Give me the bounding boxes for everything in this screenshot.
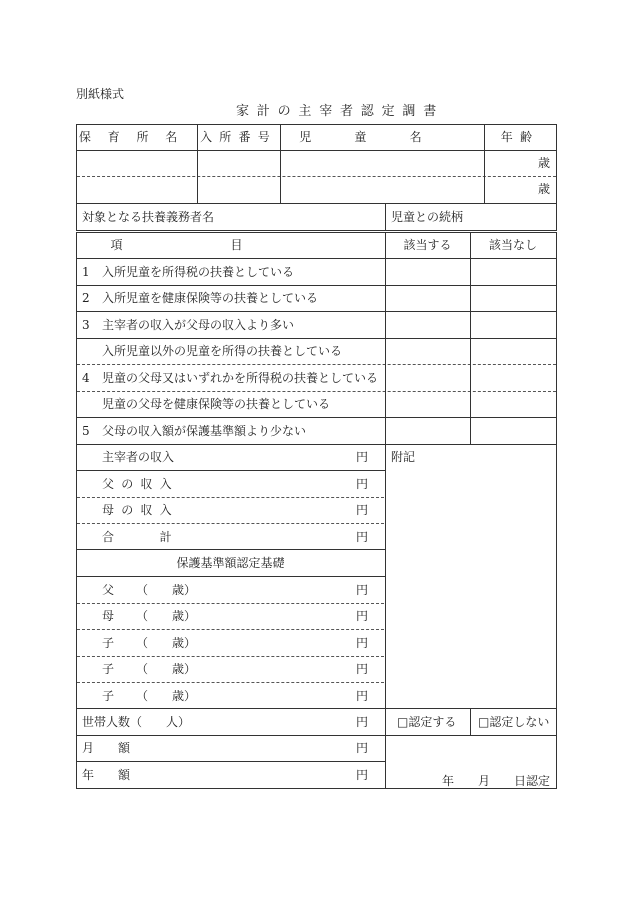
item-text: 父母の収入額が保護基準額より少ない	[102, 424, 307, 438]
relation-label: 児童との続柄	[391, 210, 464, 224]
item-number: 3	[82, 318, 90, 332]
household-count-label: 世帯人数（ 人）	[82, 715, 191, 729]
yen-unit: 円	[356, 768, 369, 782]
basis-row-label: 子	[102, 689, 115, 703]
basis-row-age: （ 歳）	[136, 662, 197, 676]
basis-row-age: （ 歳）	[136, 609, 197, 623]
item-number: 2	[82, 291, 90, 305]
dependent-label: 対象となる扶養義務者名	[82, 210, 215, 224]
items-header-item: 項目	[110, 238, 351, 252]
basis-row-label: 母	[102, 609, 115, 623]
not-certify-checkbox[interactable]: □認定しない	[478, 715, 550, 729]
item-text: 入所児童を健康保険等の扶養としている	[102, 291, 319, 305]
item-text: 入所児童を所得税の扶養としている	[102, 265, 295, 279]
item-number: 1	[82, 265, 90, 279]
yen-unit: 円	[356, 583, 369, 597]
header-nursery-name: 保育所名	[78, 130, 195, 144]
annual-amount-label: 年 額	[82, 768, 131, 782]
item-text: 入所児童以外の児童を所得の扶養としている	[102, 344, 343, 358]
certify-checkbox[interactable]: □認定する	[397, 715, 457, 729]
basis-title: 保護基準額認定基礎	[176, 556, 285, 570]
basis-row-age: （ 歳）	[136, 583, 197, 597]
item-text: 児童の父母を健康保険等の扶養としている	[102, 397, 331, 411]
yen-unit: 円	[356, 530, 369, 544]
items-header-applicable: 該当する	[403, 238, 452, 252]
age-unit-1: 歳	[537, 156, 550, 170]
item-number: 4	[82, 371, 90, 385]
items-header-not-applicable: 該当なし	[488, 238, 537, 252]
item-text: 主宰者の収入が父母の収入より多い	[102, 318, 295, 332]
yen-unit: 円	[356, 689, 369, 703]
mother-income-label: 母の収入	[102, 503, 179, 517]
header-child-name: 児童名	[299, 130, 465, 144]
header-admission-number: 入所番号	[200, 130, 277, 144]
basis-row-age: （ 歳）	[136, 689, 197, 703]
yen-unit: 円	[356, 609, 369, 623]
yen-unit: 円	[356, 503, 369, 517]
monthly-amount-label: 月 額	[82, 741, 131, 755]
header-age: 年齢	[500, 130, 540, 144]
yen-unit: 円	[356, 450, 369, 464]
basis-row-label: 子	[102, 662, 115, 676]
householder-income-label: 主宰者の収入	[102, 450, 175, 464]
basis-row-label: 父	[102, 583, 115, 597]
certification-date: 年 月 日認定	[441, 774, 550, 788]
basis-row-label: 子	[102, 636, 115, 650]
yen-unit: 円	[356, 715, 369, 729]
yen-unit: 円	[356, 741, 369, 755]
item-number: 5	[82, 424, 90, 438]
form-label: 別紙様式	[76, 87, 125, 101]
total-label: 合計	[102, 530, 218, 544]
age-unit-2: 歳	[537, 182, 550, 196]
item-text: 児童の父母又はいずれかを所得税の扶養としている	[102, 371, 379, 385]
yen-unit: 円	[356, 636, 369, 650]
basis-row-age: （ 歳）	[136, 636, 197, 650]
yen-unit: 円	[356, 477, 369, 491]
page-title: 家計の主宰者認定調書	[236, 104, 445, 119]
father-income-label: 父の収入	[102, 477, 179, 491]
remarks-label: 附記	[391, 450, 416, 464]
yen-unit: 円	[356, 662, 369, 676]
